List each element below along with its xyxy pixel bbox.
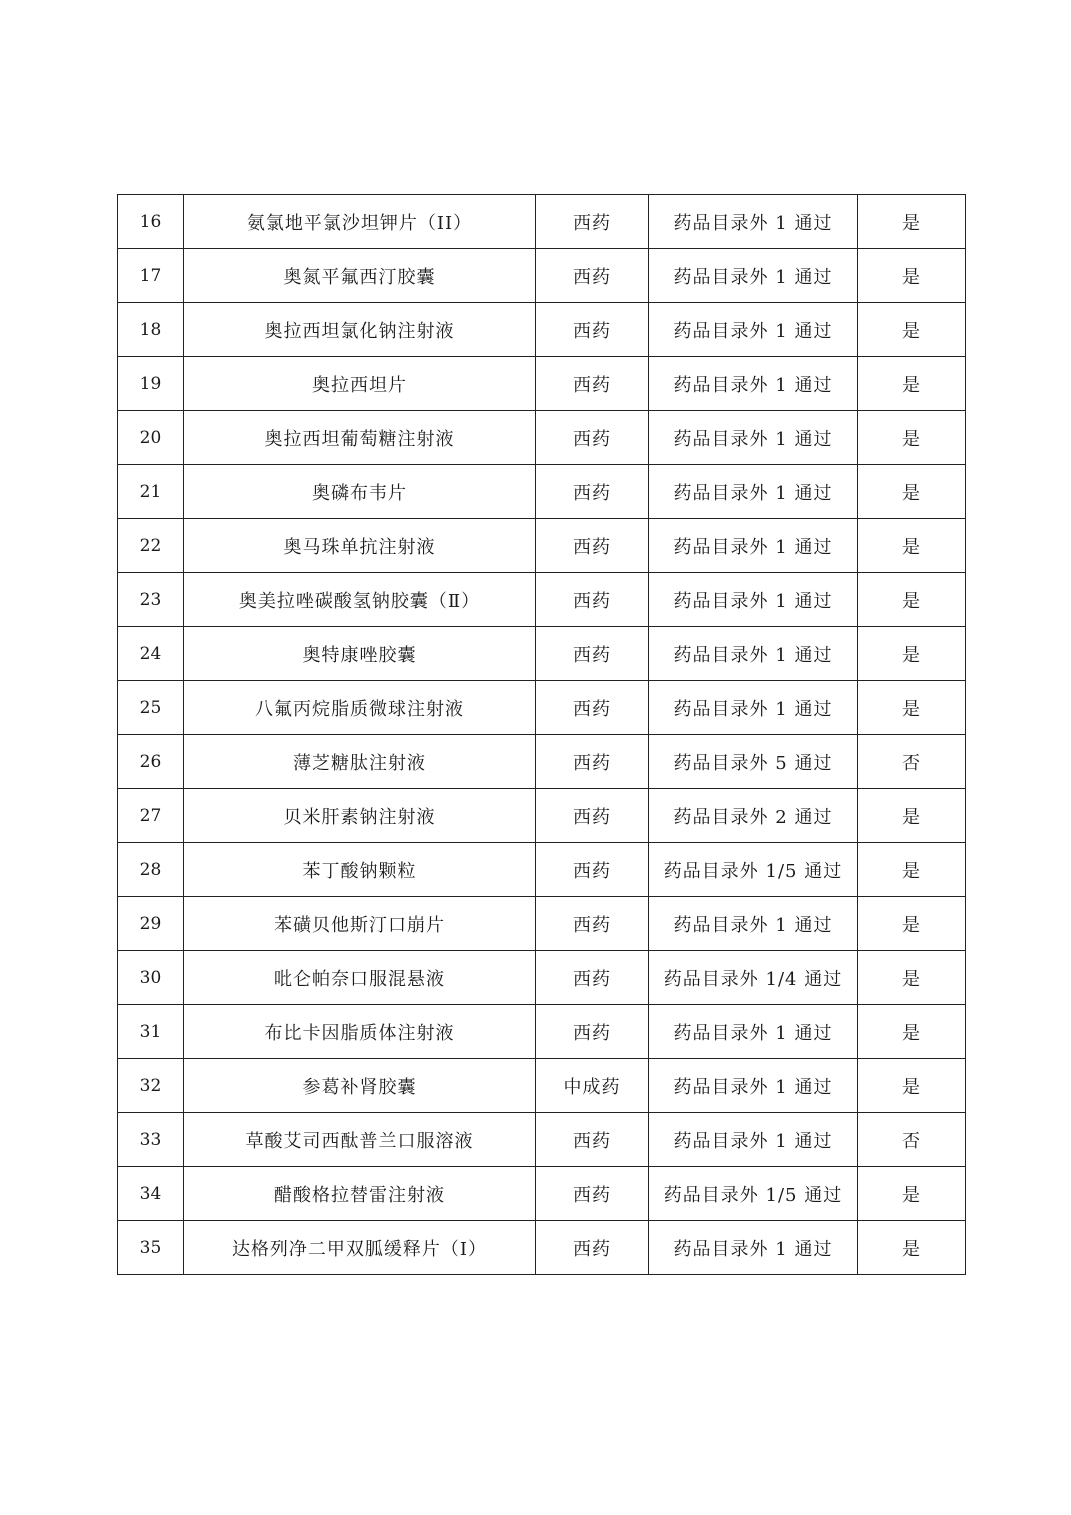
drug-type: 中成药	[536, 1059, 649, 1113]
table-row	[118, 303, 966, 357]
drug-name: 氨氯地平氯沙坦钾片（II）	[184, 195, 536, 249]
row-number: 21	[118, 465, 184, 519]
drug-type: 西药	[536, 195, 649, 249]
review-result: 药品目录外 1 通过	[649, 357, 858, 411]
drug-type: 西药	[536, 951, 649, 1005]
review-result: 药品目录外 1 通过	[649, 519, 858, 573]
review-result: 药品目录外 1 通过	[649, 465, 858, 519]
drug-type: 西药	[536, 1113, 649, 1167]
row-number: 20	[118, 411, 184, 465]
pass-flag: 是	[858, 681, 966, 735]
table-row	[118, 735, 966, 789]
row-number: 30	[118, 951, 184, 1005]
drug-name: 奥拉西坦片	[184, 357, 536, 411]
row-number: 25	[118, 681, 184, 735]
review-result: 药品目录外 1 通过	[649, 681, 858, 735]
row-number: 27	[118, 789, 184, 843]
row-number: 24	[118, 627, 184, 681]
table-row	[118, 573, 966, 627]
drug-name: 达格列净二甲双胍缓释片（Ⅰ）	[184, 1221, 536, 1275]
review-result: 药品目录外 1 通过	[649, 627, 858, 681]
pass-flag: 是	[858, 789, 966, 843]
table-row	[118, 681, 966, 735]
drug-type: 西药	[536, 627, 649, 681]
table-body	[118, 195, 966, 1275]
pass-flag: 否	[858, 1113, 966, 1167]
drug-type: 西药	[536, 735, 649, 789]
drug-name: 醋酸格拉替雷注射液	[184, 1167, 536, 1221]
table-row	[118, 951, 966, 1005]
drug-type: 西药	[536, 1005, 649, 1059]
row-number: 26	[118, 735, 184, 789]
drug-list-table	[117, 194, 966, 1275]
pass-flag: 是	[858, 465, 966, 519]
drug-name: 参葛补肾胶囊	[184, 1059, 536, 1113]
drug-type: 西药	[536, 573, 649, 627]
table-row	[118, 627, 966, 681]
row-number: 31	[118, 1005, 184, 1059]
pass-flag: 是	[858, 195, 966, 249]
drug-type: 西药	[536, 897, 649, 951]
review-result: 药品目录外 1 通过	[649, 1059, 858, 1113]
review-result: 药品目录外 2 通过	[649, 789, 858, 843]
pass-flag: 是	[858, 249, 966, 303]
table-row	[118, 249, 966, 303]
review-result: 药品目录外 1/5 通过	[649, 1167, 858, 1221]
drug-type: 西药	[536, 249, 649, 303]
drug-type: 西药	[536, 1167, 649, 1221]
drug-type: 西药	[536, 1221, 649, 1275]
table-row	[118, 357, 966, 411]
drug-name: 苯丁酸钠颗粒	[184, 843, 536, 897]
drug-type: 西药	[536, 357, 649, 411]
review-result: 药品目录外 1/4 通过	[649, 951, 858, 1005]
drug-type: 西药	[536, 411, 649, 465]
pass-flag: 是	[858, 897, 966, 951]
row-number: 35	[118, 1221, 184, 1275]
pass-flag: 是	[858, 519, 966, 573]
drug-name: 布比卡因脂质体注射液	[184, 1005, 536, 1059]
table-row	[118, 411, 966, 465]
table-row	[118, 1113, 966, 1167]
row-number: 18	[118, 303, 184, 357]
pass-flag: 是	[858, 1005, 966, 1059]
review-result: 药品目录外 1 通过	[649, 195, 858, 249]
table-row	[118, 195, 966, 249]
drug-type: 西药	[536, 465, 649, 519]
review-result: 药品目录外 1 通过	[649, 1113, 858, 1167]
review-result: 药品目录外 1 通过	[649, 303, 858, 357]
table-row	[118, 843, 966, 897]
pass-flag: 是	[858, 1059, 966, 1113]
row-number: 22	[118, 519, 184, 573]
drug-type: 西药	[536, 681, 649, 735]
drug-name: 奥特康唑胶囊	[184, 627, 536, 681]
pass-flag: 否	[858, 735, 966, 789]
drug-name: 奥磷布韦片	[184, 465, 536, 519]
table-row	[118, 789, 966, 843]
drug-name: 贝米肝素钠注射液	[184, 789, 536, 843]
row-number: 23	[118, 573, 184, 627]
pass-flag: 是	[858, 627, 966, 681]
row-number: 33	[118, 1113, 184, 1167]
pass-flag: 是	[858, 303, 966, 357]
table-row	[118, 465, 966, 519]
row-number: 29	[118, 897, 184, 951]
review-result: 药品目录外 1 通过	[649, 411, 858, 465]
review-result: 药品目录外 1 通过	[649, 1221, 858, 1275]
row-number: 17	[118, 249, 184, 303]
pass-flag: 是	[858, 411, 966, 465]
drug-name: 奥马珠单抗注射液	[184, 519, 536, 573]
drug-type: 西药	[536, 303, 649, 357]
pass-flag: 是	[858, 1167, 966, 1221]
drug-name: 奥美拉唑碳酸氢钠胶囊（Ⅱ）	[184, 573, 536, 627]
row-number: 19	[118, 357, 184, 411]
drug-name: 奥拉西坦氯化钠注射液	[184, 303, 536, 357]
row-number: 34	[118, 1167, 184, 1221]
review-result: 药品目录外 1 通过	[649, 897, 858, 951]
drug-name: 奥氮平氟西汀胶囊	[184, 249, 536, 303]
review-result: 药品目录外 1 通过	[649, 573, 858, 627]
row-number: 16	[118, 195, 184, 249]
review-result: 药品目录外 1 通过	[649, 249, 858, 303]
drug-type: 西药	[536, 519, 649, 573]
table-row	[118, 1221, 966, 1275]
drug-name: 八氟丙烷脂质微球注射液	[184, 681, 536, 735]
pass-flag: 是	[858, 843, 966, 897]
review-result: 药品目录外 1 通过	[649, 1005, 858, 1059]
drug-type: 西药	[536, 843, 649, 897]
drug-name: 吡仑帕奈口服混悬液	[184, 951, 536, 1005]
drug-name: 草酸艾司西酞普兰口服溶液	[184, 1113, 536, 1167]
drug-type: 西药	[536, 789, 649, 843]
table-row	[118, 897, 966, 951]
table-row	[118, 1167, 966, 1221]
pass-flag: 是	[858, 951, 966, 1005]
row-number: 32	[118, 1059, 184, 1113]
review-result: 药品目录外 5 通过	[649, 735, 858, 789]
drug-name: 苯磺贝他斯汀口崩片	[184, 897, 536, 951]
drug-name: 奥拉西坦葡萄糖注射液	[184, 411, 536, 465]
row-number: 28	[118, 843, 184, 897]
table-row	[118, 519, 966, 573]
table-row	[118, 1059, 966, 1113]
review-result: 药品目录外 1/5 通过	[649, 843, 858, 897]
pass-flag: 是	[858, 573, 966, 627]
drug-name: 薄芝糖肽注射液	[184, 735, 536, 789]
table-row	[118, 1005, 966, 1059]
pass-flag: 是	[858, 1221, 966, 1275]
pass-flag: 是	[858, 357, 966, 411]
